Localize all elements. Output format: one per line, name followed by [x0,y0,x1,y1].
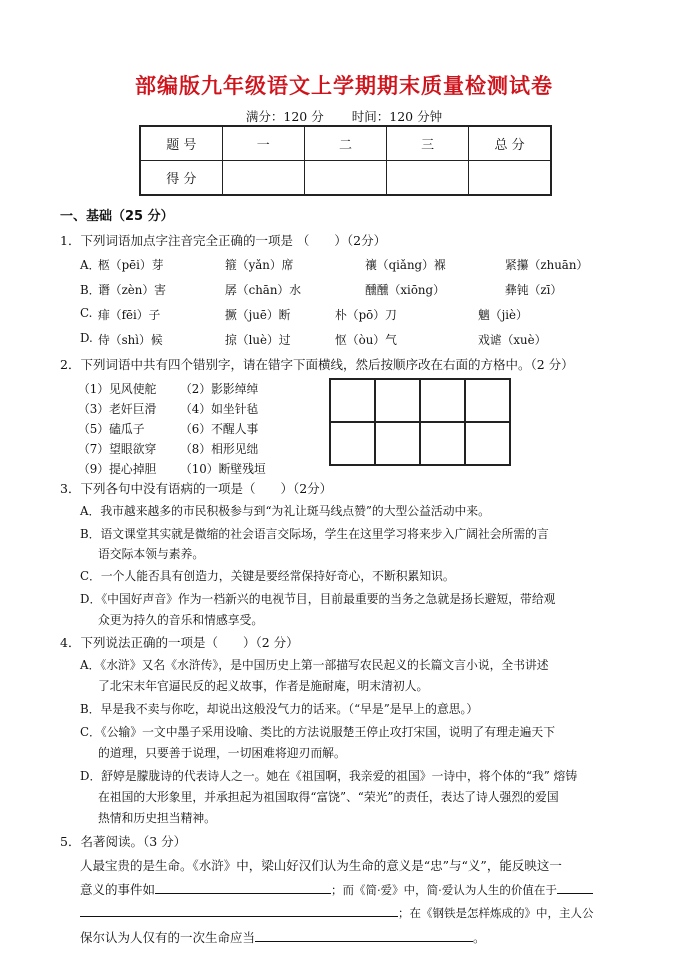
q3-option-b: B．语文课堂其实就是微缩的社会语言交际场，学生在这里学习将来步入广阔社会所需的言 [80,527,549,541]
q1-option-a-4: 紧攥（zhuān） [505,258,589,272]
q5-line-1: 人最宝贵的是生命。《水浒》中，梁山好汉们认为生命的意义是“忠”与“义”，能反映这一 [80,858,562,873]
q1-option-b-4: 彝钝（zī） [505,283,563,297]
q2-item: （1）见风使舵 [78,382,157,396]
answer-grid [329,378,511,466]
q4-option-a-cont: 了北宋末年官逼民反的起义故事，作者是施耐庵，明末清初人。 [98,679,429,693]
question-1-stem: 1．下列词语加点字注音完全正确的一项是 （ ）（2分） [60,233,387,248]
score-table [139,125,552,196]
q3-option-c: C．一个人能否具有创造力，关键是要经常保持好奇心，不断积累知识。 [80,569,455,583]
answer-box[interactable] [420,379,465,422]
q1-option-b-3: 醺醺（xiōng） [365,283,445,297]
full-score: 满分：120 分 [245,109,324,124]
score-input-cell[interactable] [469,161,551,196]
q1-option-a-label: A． [80,258,101,272]
score-cell: 三 [387,126,469,161]
q1-option-d-label: D. [80,331,93,345]
score-input-cell[interactable] [304,161,386,196]
q4-option-c-cont: 的道理，只要善于说理，一切困难将迎刃而解。 [98,746,346,760]
section-heading: 一、基础（25 分） [60,209,174,224]
q2-item: （9）提心掉胆 [78,462,157,476]
answer-blank[interactable] [80,904,398,917]
q5-text: 。 [473,930,486,945]
q3-option-d: D．《中国好声音》作为一档新兴的电视节目，目前最重要的当务之急就是扬长避短，带给观 [80,592,556,606]
q3-option-b-cont: 语交际本领与素养。 [98,547,205,561]
score-table-value-row [140,161,551,196]
q1-option-c-4: 魑（jiè） [478,308,528,322]
q1-option-d-2: 掠（luè）过 [225,333,291,347]
q2-item: （7）望眼欲穿 [78,442,157,456]
score-table-header-row [140,126,551,161]
score-cell: 题 号 [140,126,222,161]
q5-line-2 [80,880,593,898]
q4-option-c: C．《公输》一文中墨子采用设喻、类比的方法说服楚王停止攻打宋国，说明了有理走遍天下 [80,725,556,739]
q1-option-b-label: B． [80,283,101,297]
score-cell: 得 分 [140,161,222,196]
q3-option-d-cont: 众更为持久的音乐和情感享受。 [98,613,264,627]
q5-text: 保尔认为人仅有的一次生命应当 [80,930,256,945]
q4-option-d-cont2: 热情和历史担当精神。 [98,811,216,825]
score-input-cell[interactable] [387,161,469,196]
q1-option-a-3: 禳（qiǎng）褓 [365,258,446,272]
q1-option-b-2: 孱（chān）水 [225,283,302,297]
q5-line-4 [80,928,486,946]
q1-option-b-1: 谮（zèn）害 [98,283,166,297]
q5-line-3 [80,904,594,921]
q3-option-a: A．我市越来越多的市民积极参与到“为礼让斑马线点赞”的大型公益活动中来。 [80,504,490,518]
question-3-stem: 3．下列各句中没有语病的一项是（ ）（2分） [60,481,333,496]
answer-box[interactable] [330,422,375,465]
score-cell: 一 [222,126,304,161]
answer-blank[interactable] [557,881,593,894]
q1-option-d-3: 怄（òu）气 [335,333,397,347]
q2-item: （3）老奸巨滑 [78,402,157,416]
q1-option-c-label: C. [80,306,93,320]
answer-box[interactable] [330,379,375,422]
q1-option-d-4: 戏谑（xuè） [478,333,547,347]
q5-text: 意义的事件如 [80,882,156,897]
question-4-stem: 4．下列说法正确的一项是（ ）（2 分） [60,635,299,650]
score-input-cell[interactable] [222,161,304,196]
q2-item: （6）不醒人事 [180,422,259,436]
q2-item: （5）磕瓜子 [78,422,145,436]
score-cell: 二 [304,126,386,161]
q1-option-c-2: 撅（juē）断 [225,308,291,322]
q1-option-a-1: 柩（pēi）芽 [98,258,164,272]
q2-item: （2）影影绰绰 [180,382,259,396]
q2-item: （10）断壁残垣 [180,462,266,476]
score-cell: 总 分 [469,126,551,161]
q1-option-c-1: 痱（fēi）子 [98,308,161,322]
exam-meta [0,107,688,125]
q4-option-d-cont: 在祖国的大形象里，并承担起为祖国取得“富饶”、“荣光”的责任，表达了诗人强烈的爱国 [98,790,559,804]
q1-option-d-1: 侍（shì）候 [98,333,163,347]
question-5-stem: 5．名著阅读。（3 分） [60,834,187,849]
answer-box[interactable] [420,422,465,465]
answer-box[interactable] [465,379,510,422]
q2-item: （8）相形见绌 [180,442,259,456]
answer-box[interactable] [375,379,420,422]
q4-option-b: B．早是我不卖与你吃，却说出这般没气力的话来。（“早是”是早上的意思。） [80,702,479,716]
page-title: 部编版九年级语文上学期期末质量检测试卷 [135,74,553,98]
answer-box[interactable] [465,422,510,465]
q2-item: （4）如坐针毡 [180,402,259,416]
q5-text: ；在《钢铁是怎样炼成的》中，主人公 [398,906,594,920]
answer-blank[interactable] [155,881,331,894]
exam-time: 时间：120 分钟 [351,109,443,124]
q1-option-a-2: 箍（yǎn）席 [225,258,294,272]
q4-option-a: A．《水浒》又名《水浒传》，是中国历史上第一部描写农民起义的长篇文言小说，全书讲述 [80,658,549,672]
question-2-stem: 2．下列词语中共有四个错别字，请在错字下面横线，然后按顺序改在右面的方格中。（2 分） [60,357,574,372]
q1-option-c-3: 朴（pō）刀 [335,308,397,322]
answer-box[interactable] [375,422,420,465]
q4-option-d: D．舒婷是朦胧诗的代表诗人之一。她在《祖国啊，我亲爱的祖国》一诗中，将个体的“我” 熔铸 [80,769,578,783]
q5-text: ；而《简·爱》中，简·爱认为人生的价值在于 [331,883,557,897]
answer-blank[interactable] [255,929,473,942]
